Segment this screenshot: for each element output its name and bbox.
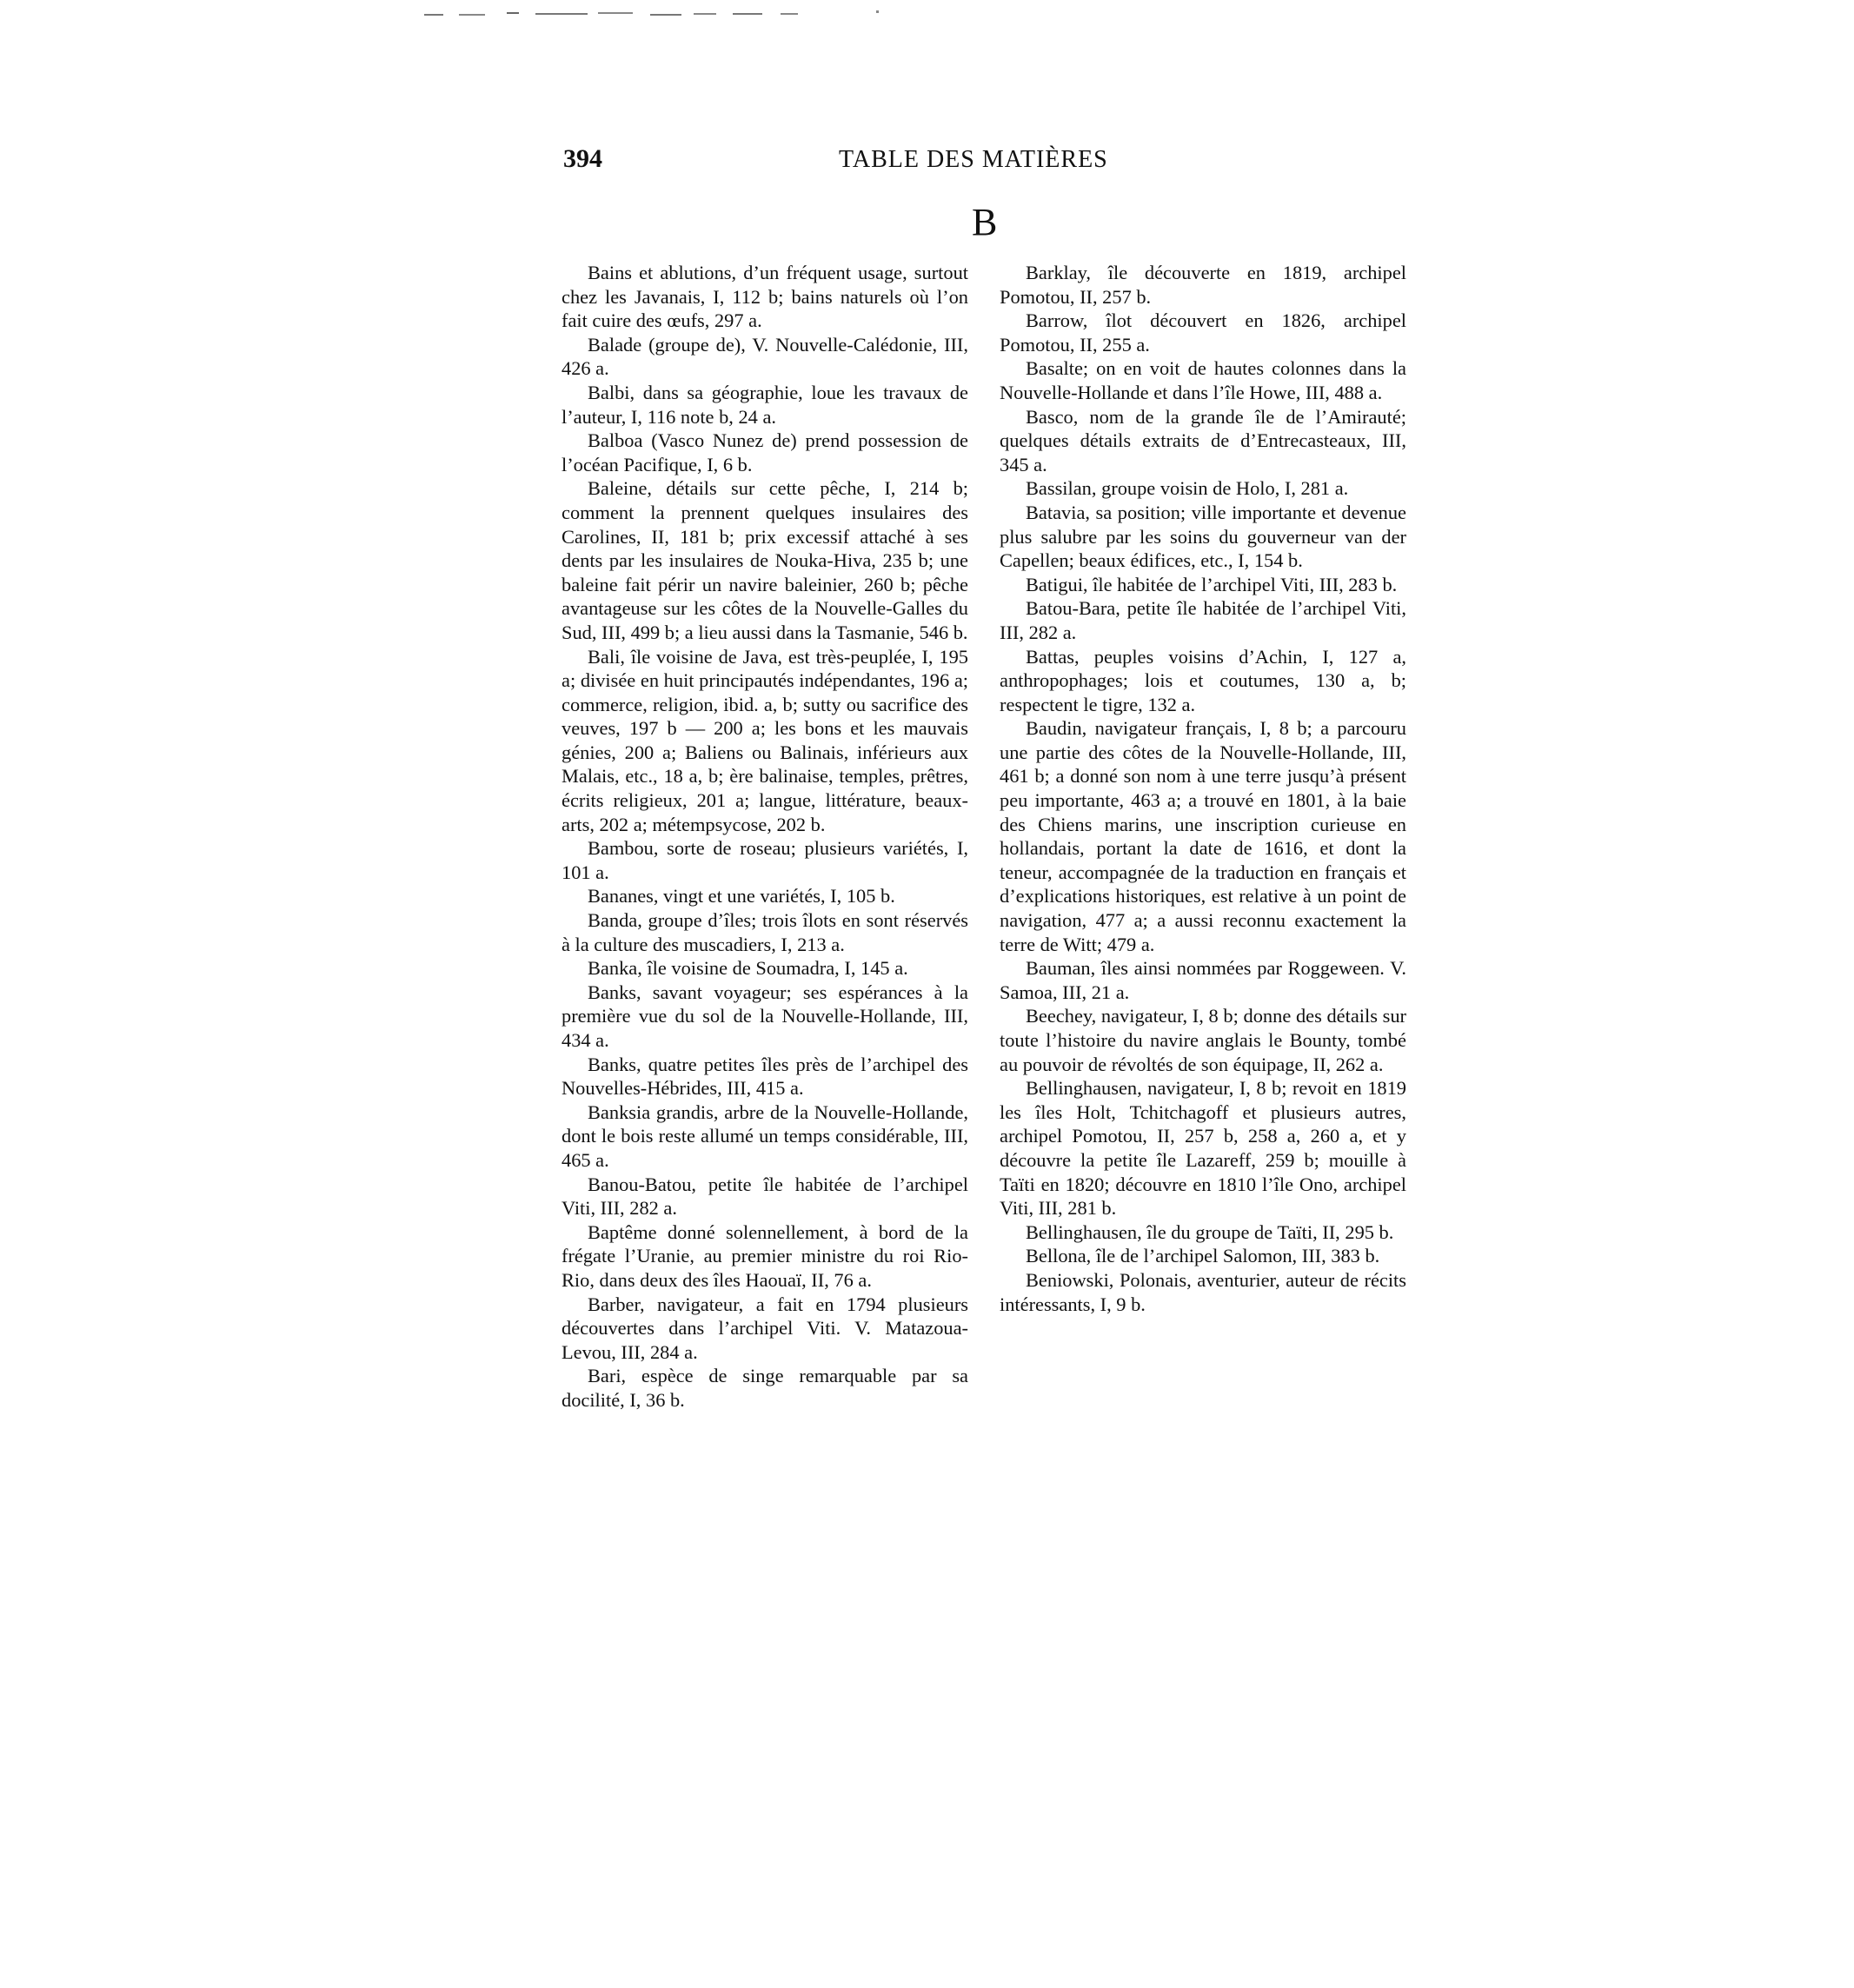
index-entry: Bellinghausen, île du groupe de Taïti, II, 295 b.: [1026, 1220, 1394, 1243]
index-entry: Battas, peuples voisins d’Achin, I, 127 a, anthropophages; lois et coutumes, 130 a, b; respectent le tigre, 132 a.: [1000, 645, 1406, 715]
index-entry: Batigui, île habitée de l’archipel Viti, III, 283 b.: [1026, 573, 1398, 595]
index-entry: Bari, espèce de singe remarquable par sa docilité, I, 36 b.: [562, 1365, 968, 1411]
index-entry: Bali, île voisine de Java, est très-peuplée, I, 195 a; divisée en huit principautés indépendantes, 196 a; commerce, religion, ibid. a, b; sutty ou sacrifice des veuves, 197 b — 200 a; les bons et les mauvais génies, 200 a; Baliens ou Balinais, inférieurs aux Malais, etc., 18 a, b; ère balinaise, temples, prêtres, écrits religieux, 201 a; langue, littérature, beaux-arts, 202 a; métempsycose, 202 b.: [562, 645, 968, 835]
index-entry: Basalte; on en voit de hautes colonnes dans la Nouvelle-Hollande et dans l’île Howe, III, 488 a.: [1000, 357, 1406, 403]
index-entry: Banks, savant voyageur; ses espérances à la première vue du sol de la Nouvelle-Hollande, III, 434 a.: [562, 981, 968, 1051]
index-entry: Batavia, sa position; ville importante et devenue plus salubre par les soins du gouverneur van der Capellen; beaux édifices, etc., I, 154 b.: [1000, 501, 1406, 572]
index-entry: Barrow, îlot découvert en 1826, archipel Pomotou, II, 255 a.: [1000, 309, 1406, 356]
index-entry: Bellona, île de l’archipel Salomon, III, 383 b.: [1026, 1245, 1380, 1267]
index-entry: Basco, nom de la grande île de l’Amirauté; quelques détails extraits de d’Entrecasteaux, III, 345 a.: [1000, 405, 1406, 475]
running-title: TABLE DES MATIÈRES: [839, 146, 1108, 173]
index-entry: Bains et ablutions, d’un fréquent usage, surtout chez les Javanais, I, 112 b; bains naturels où l’on fait cuire des œufs, 297 a.: [562, 262, 968, 332]
index-entry: Beechey, navigateur, I, 8 b; donne des détails sur toute l’histoire du navire anglais le Bounty, tombé au pouvoir de révoltés de son équipage, II, 262 a.: [1000, 1005, 1406, 1075]
index-entry: Batou-Bara, petite île habitée de l’archipel Viti, III, 282 a.: [1000, 597, 1406, 643]
index-entry: Barklay, île découverte en 1819, archipel Pomotou, II, 257 b.: [1000, 262, 1406, 308]
index-column-left: [562, 261, 968, 1413]
index-column-right: [1000, 261, 1406, 1316]
page-number: 394: [563, 144, 602, 173]
index-entry: Bananes, vingt et une variétés, I, 105 b.: [588, 885, 895, 908]
index-entry: Barber, navigateur, a fait en 1794 plusieurs découvertes dans l’archipel Viti. V. Matazoua-Levou, III, 284 a.: [562, 1293, 968, 1363]
index-entry: Baudin, navigateur français, I, 8 b; a parcouru une partie des côtes de la Nouvelle-Hollande, III, 461 b; a donné son nom à une terre jusqu’à présent peu importante, 463 a; a trouvé en 1801, à la baie des Chiens marins, une inscription curieuse en hollandais, portant la date de 1616, et dont la teneur, accompagnée de la traduction en français et d’explications historiques, est relative à un point de navigation, 477 a; a aussi reconnu exactement la terre de Witt; 479 a.: [1000, 717, 1406, 955]
index-entry: Banka, île voisine de Soumadra, I, 145 a.: [588, 957, 908, 980]
index-entry: Beniowski, Polonais, aventurier, auteur de récits intéressants, I, 9 b.: [1000, 1268, 1406, 1315]
index-entry: Banda, groupe d’îles; trois îlots en sont réservés à la culture des muscadiers, I, 213 a.: [562, 909, 968, 955]
index-entry: Bellinghausen, navigateur, I, 8 b; revoit en 1819 les îles Holt, Tchitchagoff et plusieurs autres, archipel Pomotou, II, 257 b, 258 a, 260 a, et y découvre la petite île Lazareff, 259 b; mouille à Taïti en 1820; découvre en 1810 l’île Ono, archipel Viti, III, 281 b.: [1000, 1077, 1406, 1220]
index-entry: Balade (groupe de), V. Nouvelle-Calédonie, III, 426 a.: [562, 333, 968, 380]
index-entry: Baleine, détails sur cette pêche, I, 214 b; comment la prennent quelques insulaires des Carolines, II, 181 b; prix excessif attaché à ses dents par les insulaires de Nouka-Hiva, 235 b; une baleine fait périr un navire baleinier, 260 b; pêche avantageuse sur les côtes de la Nouvelle-Galles du Sud, III, 499 b; a lieu aussi dans la Tasmanie, 546 b.: [562, 477, 968, 643]
scan-artifact-marks: [424, 10, 894, 19]
index-entry: Bassilan, groupe voisin de Holo, I, 281 a.: [1026, 477, 1349, 500]
index-entry: Bauman, îles ainsi nommées par Roggeween. V. Samoa, III, 21 a.: [1000, 957, 1406, 1003]
index-entry: Banksia grandis, arbre de la Nouvelle-Hollande, dont le bois reste allumé un temps considérable, III, 465 a.: [562, 1100, 968, 1171]
index-entry: Bambou, sorte de roseau; plusieurs variétés, I, 101 a.: [562, 837, 968, 883]
index-entry: Banou-Batou, petite île habitée de l’archipel Viti, III, 282 a.: [562, 1173, 968, 1220]
index-entry: Balboa (Vasco Nunez de) prend possession de l’océan Pacifique, I, 6 b.: [562, 429, 968, 475]
index-entry: Balbi, dans sa géographie, loue les travaux de l’auteur, I, 116 note b, 24 a.: [562, 381, 968, 428]
section-letter: B: [972, 201, 998, 243]
index-entry: Banks, quatre petites îles près de l’archipel des Nouvelles-Hébrides, III, 415 a.: [562, 1053, 968, 1100]
index-entry: Baptême donné solennellement, à bord de la frégate l’Uranie, au premier ministre du roi Rio-Rio, dans deux des îles Haouaï, II, 76 a.: [562, 1220, 968, 1291]
